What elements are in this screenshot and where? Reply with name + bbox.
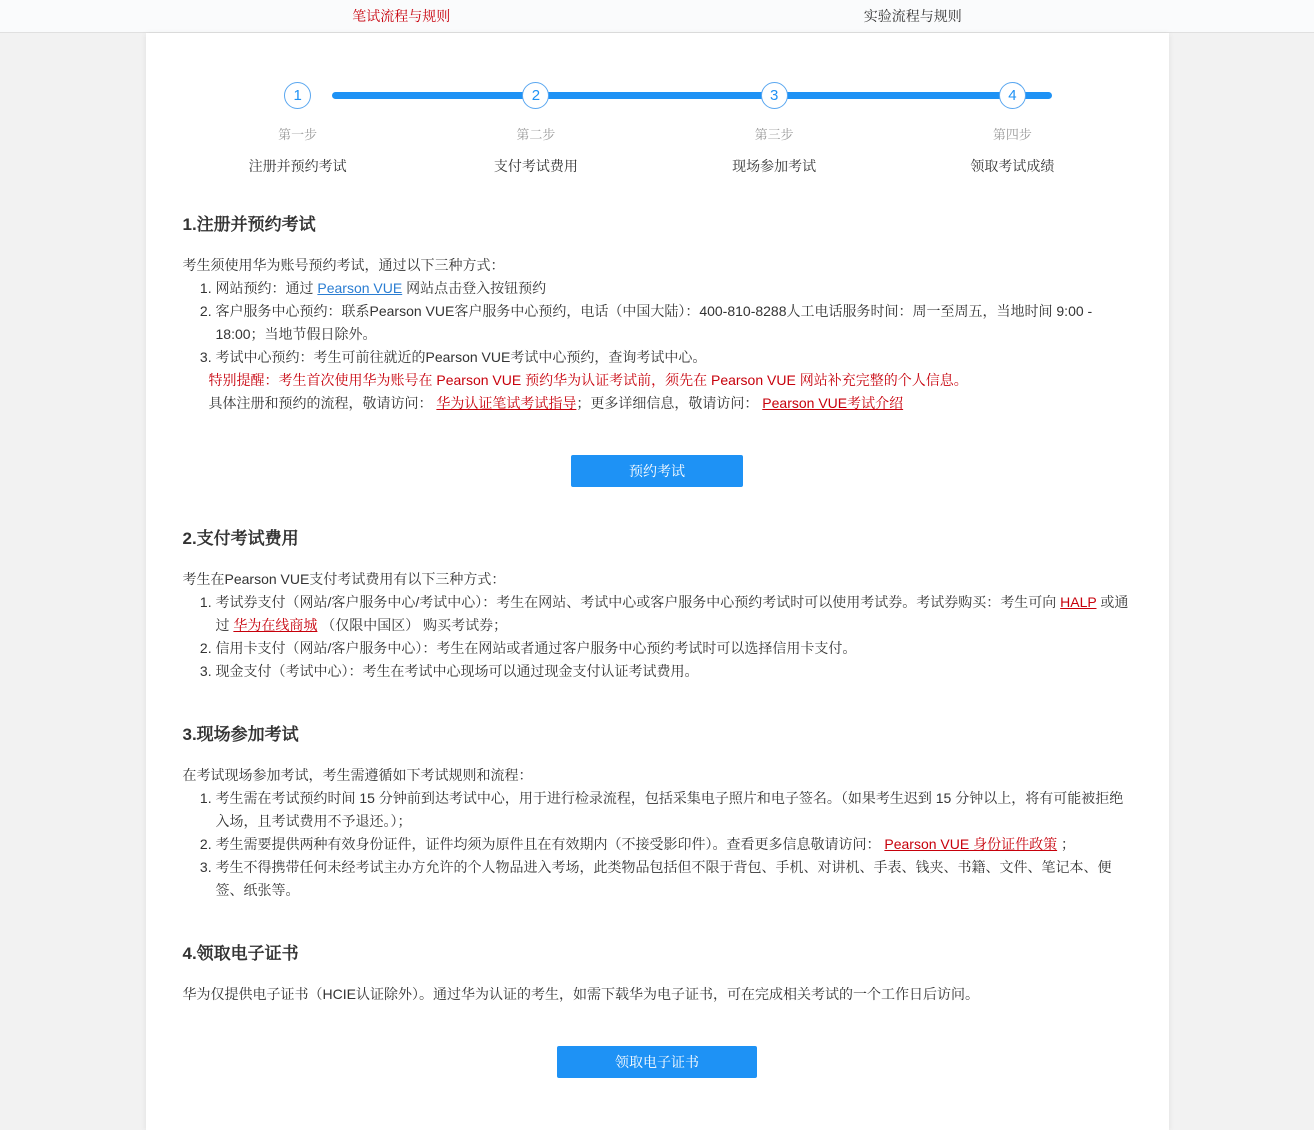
written-exam-guide-link[interactable]: 华为认证笔试考试指导 (436, 395, 577, 411)
text-segment: 考试券支付（网站/客户服务中心/考试中心）：考生在网站、考试中心或客户服务中心预约考试时可以使用考试券。考试券购买：考生可向 (215, 594, 1061, 610)
special-reminder (209, 369, 1132, 415)
step-4-sub-label: 第四步 (992, 127, 1032, 142)
list-item (216, 833, 1132, 856)
step-3-circle: 3 (761, 82, 788, 109)
text-segment: 或通过 (215, 594, 1129, 633)
list-item (216, 277, 1132, 300)
list-item (216, 856, 1132, 902)
step-3-sub-label: 第三步 (754, 127, 794, 142)
text-segment: 客户服务中心预约：联系Pearson VUE客户服务中心预约，电话（中国大陆）：400-810-8288人工电话服务时间：周一至周五，当地时间 9:00 - 18:00；当地节假日除外。 (215, 303, 1093, 342)
text-segment: （仅限中国区） 购买考试券； (317, 617, 508, 633)
exam-process-stepper (179, 33, 1132, 173)
text-segment: 网站预约：通过 (215, 280, 318, 296)
list-item (216, 300, 1132, 346)
text-segment: 考生需要提供两种有效身份证件，证件均须为原件且在有效期内（不接受影印件）。查看更多信息敬请访问： (215, 836, 885, 852)
reminder-line (209, 369, 1132, 392)
step-1-sub-label: 第一步 (278, 127, 318, 142)
step-2 (417, 82, 655, 176)
pearson-vue-intro-link[interactable]: Pearson VUE考试介绍 (762, 395, 904, 411)
step-1-circle: 1 (284, 82, 311, 109)
step-2-circle: 2 (522, 82, 549, 109)
list-item (216, 346, 1132, 369)
section-heading: 1.注册并预约考试 (182, 215, 316, 234)
text-segment: 考生需在考试预约时间 15 分钟前到达考试中心，用于进行检录流程，包括采集电子照片和电子签名。（如果考生迟到 15 分钟以上，将有可能被拒绝入场，且考试费用不予退还。）； (215, 790, 1124, 829)
text-segment: 信用卡支付（网站/客户服务中心）：考生在网站或者通过客户服务中心预约考试时可以选择信用卡支付。 (215, 640, 857, 656)
get-certificate-button[interactable]: 领取电子证书 (557, 1046, 757, 1078)
tab-written-exam-rules[interactable]: 笔试流程与规则 (352, 8, 451, 24)
content-card (146, 33, 1169, 1130)
text-segment: 现金支付（考试中心）：考生在考试中心现场可以通过现金支付认证考试费用。 (215, 663, 699, 679)
list-item (216, 591, 1132, 637)
text-segment: 具体注册和预约的流程，敬请访问： (208, 395, 437, 411)
step-1-name: 注册并预约考试 (248, 158, 347, 174)
tab-lab-exam-rules[interactable]: 实验流程与规则 (863, 8, 962, 24)
section-intro: 华为仅提供电子证书（HCIE认证除外）。通过华为认证的考生，如需下载华为电子证书，可在完成相关考试的一个工作日后访问。 (182, 986, 979, 1002)
section-pay-exam-fee (183, 527, 1132, 683)
step-3 (655, 82, 893, 176)
text-segment: ；更多详细信息，敬请访问： (576, 395, 763, 411)
section-heading: 3.现场参加考试 (182, 725, 299, 744)
step-4 (893, 82, 1131, 176)
text-segment: 网站点击登入按钮预约 (402, 280, 547, 296)
text-segment: ； (1057, 836, 1075, 852)
section-heading: 4.领取电子证书 (182, 944, 299, 963)
book-exam-button[interactable]: 预约考试 (571, 455, 743, 487)
list-item (216, 787, 1132, 833)
huawei-online-store-link[interactable]: 华为在线商城 (233, 617, 318, 633)
step-2-sub-label: 第二步 (516, 127, 556, 142)
id-policy-link[interactable]: Pearson VUE 身份证件政策 (884, 836, 1058, 852)
step-2-name: 支付考试费用 (493, 158, 578, 174)
text-segment: 特别提醒：考生首次使用华为账号在 Pearson VUE 预约华为认证考试前，须先在 Pearson VUE 网站补充完整的个人信息。 (208, 372, 968, 388)
section-intro: 考生须使用华为账号预约考试，通过以下三种方式： (182, 257, 505, 273)
pearson-vue-link[interactable]: Pearson VUE (317, 280, 403, 296)
section-heading: 2.支付考试费用 (182, 529, 299, 548)
halp-link[interactable]: HALP (1060, 594, 1097, 610)
section-attend-exam (183, 723, 1132, 902)
step-4-name: 领取考试成绩 (970, 158, 1055, 174)
section-intro: 考生在Pearson VUE支付考试费用有以下三种方式： (182, 571, 506, 587)
step-3-name: 现场参加考试 (732, 158, 817, 174)
section-intro: 在考试现场参加考试，考生需遵循如下考试规则和流程： (182, 767, 533, 783)
text-segment: 考试中心预约：考生可前往就近的Pearson VUE考试中心预约，查询考试中心。 (215, 349, 707, 365)
step-4-circle: 4 (999, 82, 1026, 109)
list-item (216, 637, 1132, 660)
top-tab-bar (0, 0, 1314, 33)
section-register-and-book (183, 213, 1132, 487)
reminder-line (209, 392, 1132, 415)
section-get-certificate (183, 942, 1132, 1078)
step-1 (179, 82, 417, 176)
text-segment: 考生不得携带任何未经考试主办方允许的个人物品进入考场，此类物品包括但不限于背包、手机、对讲机、手表、钱夹、书籍、文件、笔记本、便签、纸张等。 (215, 859, 1112, 898)
list-item (216, 660, 1132, 683)
